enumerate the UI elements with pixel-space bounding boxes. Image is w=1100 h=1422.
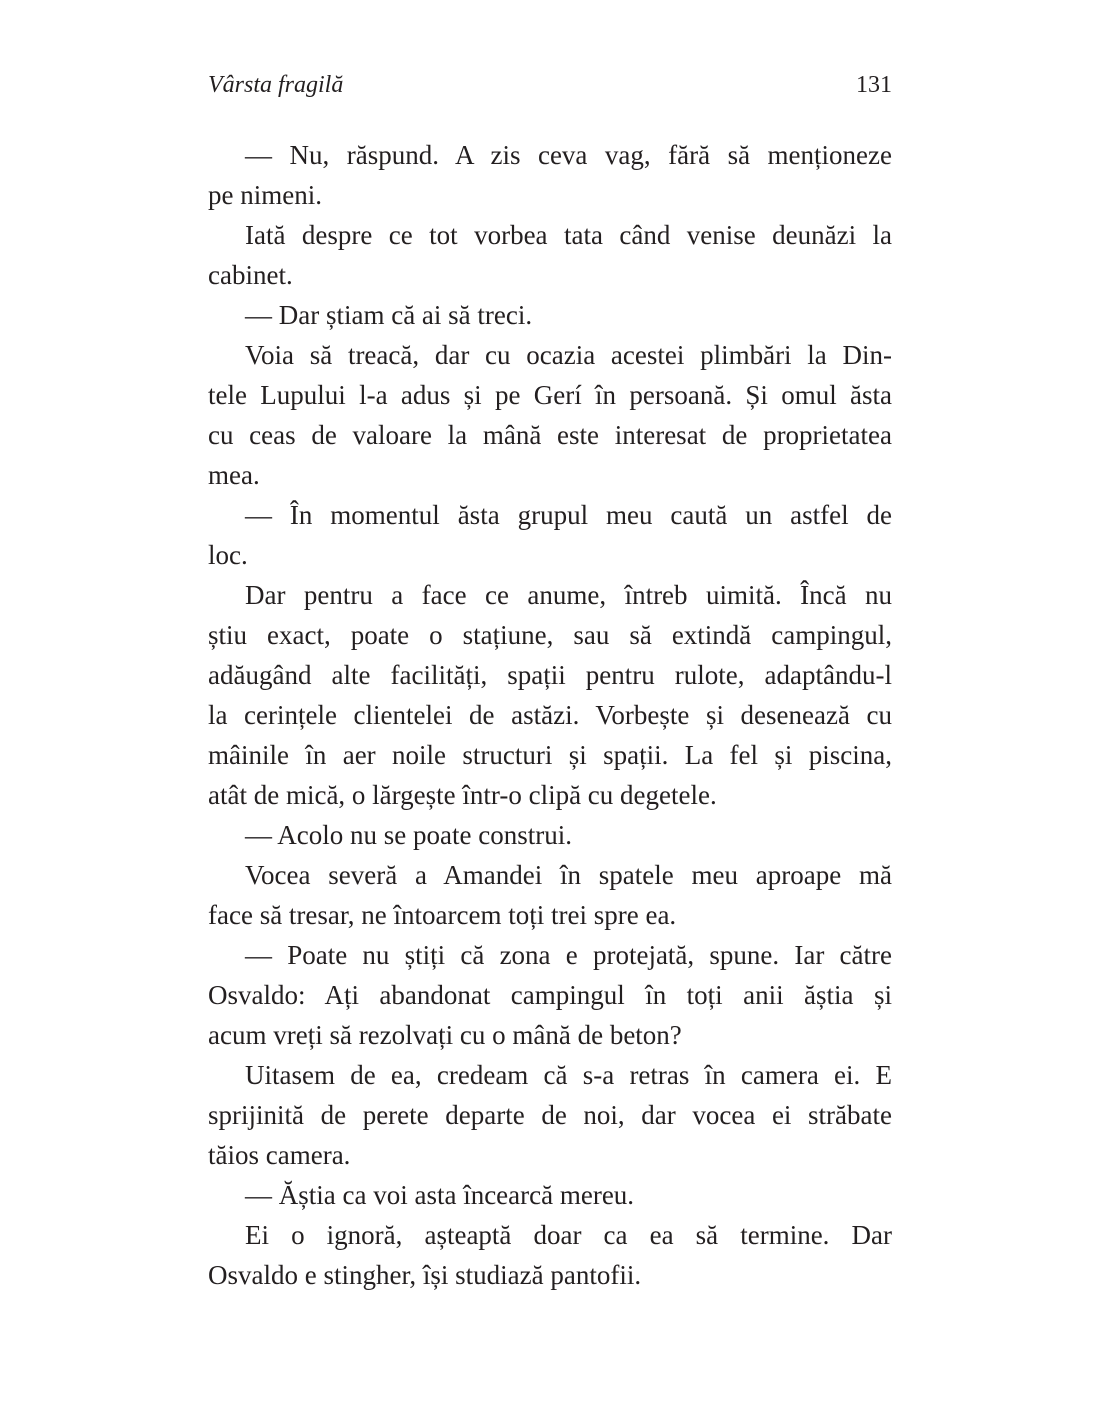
text-line: Ei o ignoră, așteaptă doar ca ea să termine. Dar <box>245 1220 892 1250</box>
text-line: — Dar știam că ai să treci. <box>245 300 533 330</box>
text-line: mâinile în aer noile structuri și spații. La fel și piscina, <box>208 740 892 770</box>
body-text <box>208 135 892 1295</box>
text-line: — Poate nu știți că zona e protejată, spune. Iar către <box>245 940 892 970</box>
text-line: mea. <box>208 460 260 490</box>
text-line: știu exact, poate o stațiune, sau să extindă campingul, <box>208 620 892 650</box>
text-line: loc. <box>208 540 248 570</box>
text-line: la cerințele clientelei de astăzi. Vorbește și desenează cu <box>208 700 892 730</box>
text-line: — În momentul ăsta grupul meu caută un astfel de <box>245 500 892 530</box>
paragraph <box>208 575 892 815</box>
paragraph <box>208 215 892 295</box>
text-line: Dar pentru a face ce anume, întreb uimită. Încă nu <box>245 580 892 610</box>
running-title: Vârsta fragilă <box>208 72 344 98</box>
text-line: Uitasem de ea, credeam că s-a retras în camera ei. E <box>245 1060 892 1090</box>
text-line: Vocea severă a Amandei în spatele meu aproape mă <box>245 860 892 890</box>
text-line: sprijinită de perete departe de noi, dar vocea ei străbate <box>208 1100 892 1130</box>
text-line: — Nu, răspund. A zis ceva vag, fără să menționeze <box>245 140 892 170</box>
text-line: Osvaldo e stingher, își studiază pantofii. <box>208 1260 642 1290</box>
text-line: — Acolo nu se poate construi. <box>245 820 572 850</box>
paragraph <box>208 295 892 335</box>
paragraph <box>208 135 892 215</box>
text-line: face să tresar, ne întoarcem toți trei spre ea. <box>208 900 677 930</box>
text-line: atât de mică, o lărgește într-o clipă cu degetele. <box>208 780 717 810</box>
paragraph <box>208 495 892 575</box>
paragraph <box>208 855 892 935</box>
text-line: Iată despre ce tot vorbea tata când venise deunăzi la <box>245 220 892 250</box>
paragraph <box>208 1175 892 1215</box>
text-line: Voia să treacă, dar cu ocazia acestei plimbări la Din- <box>245 340 892 370</box>
running-head <box>208 72 892 106</box>
text-line: tele Lupului l-a adus și pe Gerí în persoană. Și omul ăsta <box>208 380 892 410</box>
paragraph <box>208 1215 892 1295</box>
text-line: cabinet. <box>208 260 293 290</box>
text-line: acum vreți să rezolvați cu o mână de beton? <box>208 1020 682 1050</box>
paragraph <box>208 815 892 855</box>
paragraph <box>208 335 892 495</box>
text-line: pe nimeni. <box>208 180 322 210</box>
text-line: adăugând alte facilități, spații pentru rulote, adaptându-l <box>208 660 892 690</box>
text-line: tăios camera. <box>208 1140 351 1170</box>
paragraph <box>208 935 892 1055</box>
paragraph <box>208 1055 892 1175</box>
text-line: — Ăștia ca voi asta încearcă mereu. <box>245 1180 635 1210</box>
text-line: Osvaldo: Ați abandonat campingul în toți anii ăștia și <box>208 980 892 1010</box>
text-line: cu ceas de valoare la mână este interesat de proprietatea <box>208 420 892 450</box>
page-number: 131 <box>856 72 892 98</box>
